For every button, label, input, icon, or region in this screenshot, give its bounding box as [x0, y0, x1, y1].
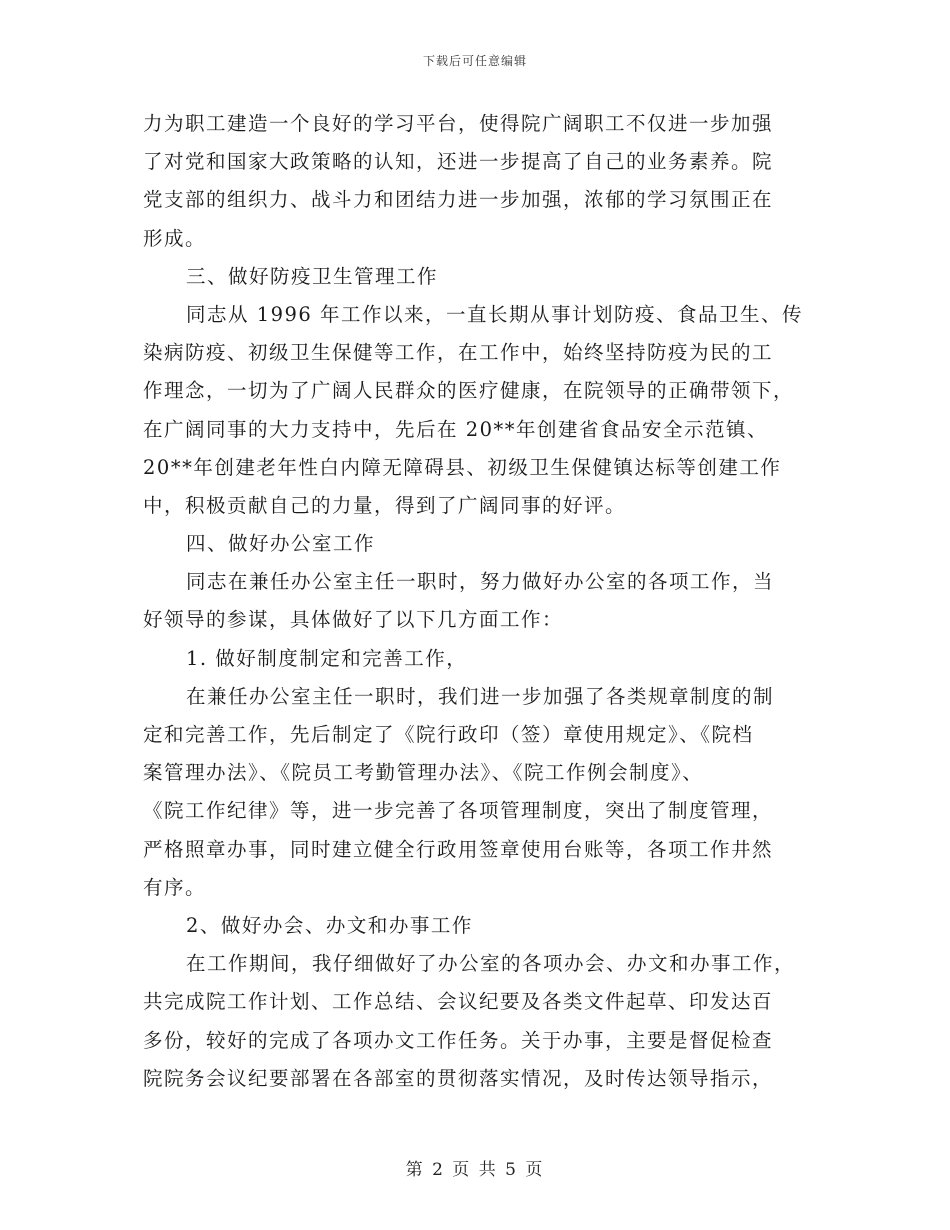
body-line: 20**年创建老年性白内障无障碍县、初级卫生保健镇达标等创建工作: [143, 455, 782, 479]
section-heading: 三、做好防疫卫生管理工作: [186, 264, 439, 288]
body-line: 在广阔同事的大力支持中，先后在 20**年创建省食品安全示范镇、: [143, 417, 769, 441]
subsection-heading: 2、做好办会、办文和办事工作: [186, 913, 473, 937]
body-line: 严格照章办事，同时建立健全行政用签章使用台账等，各项工作井然: [143, 837, 774, 861]
section-heading: 四、做好办公室工作: [186, 532, 376, 556]
body-line: 同志在兼任办公室主任一职时，努力做好办公室的各项工作，当: [186, 570, 775, 594]
body-line: 染病防疫、初级卫生保健等工作，在工作中，始终坚持防疫为民的工: [143, 341, 774, 365]
body-line: 同志从 1996 年工作以来，一直长期从事计划防疫、食品卫生、传: [186, 302, 804, 326]
body-line: 好领导的参谋，具体做好了以下几方面工作：: [143, 608, 564, 632]
body-line: 多份，较好的完成了各项办文工作任务。关于办事，主要是督促检查: [143, 1028, 774, 1052]
body-line: 在工作期间，我仔细做好了办公室的各项办会、办文和办事工作，: [186, 952, 796, 976]
body-line: 党支部的组织力、战斗力和团结力进一步加强，浓郁的学习氛围正在: [143, 188, 774, 212]
body-line: 在兼任办公室主任一职时，我们进一步加强了各类规章制度的制: [186, 684, 775, 708]
body-line: 了对党和国家大政策略的认知，还进一步提高了自己的业务素养。院: [143, 150, 774, 174]
body-line: 作理念，一切为了广阔人民群众的医疗健康，在院领导的正确带领下，: [143, 379, 795, 403]
body-line: 形成。: [143, 226, 207, 250]
page-number: 第 2 页 共 5 页: [405, 1160, 545, 1180]
body-line: 案管理办法》、《院员工考勤管理办法》、《院工作例会制度》、: [143, 761, 704, 785]
subsection-heading: 1. 做好制度制定和完善工作，: [186, 646, 468, 670]
body-line: 力为职工建造一个良好的学习平台，使得院广阔职工不仅进一步加强: [143, 112, 774, 135]
body-line: 定和完善工作，先后制定了《院行政印（签）章使用规定》、《院档: [143, 723, 754, 746]
body-line: 《院工作纪律》等，进一步完善了各项管理制度，突出了制度管理，: [143, 799, 774, 823]
document-body: [143, 105, 807, 1098]
page-header: 下载后可任意编辑: [422, 54, 527, 68]
body-line: 院院务会议纪要部署在各部室的贯彻落实情况，及时传达领导指示，: [143, 1066, 774, 1090]
body-line: 有序。: [143, 875, 207, 899]
body-line: 共完成院工作计划、工作总结、会议纪要及各类文件起草、印发达百: [143, 990, 774, 1014]
body-line: 中，积极贡献自己的力量，得到了广阔同事的好评。: [143, 493, 627, 517]
